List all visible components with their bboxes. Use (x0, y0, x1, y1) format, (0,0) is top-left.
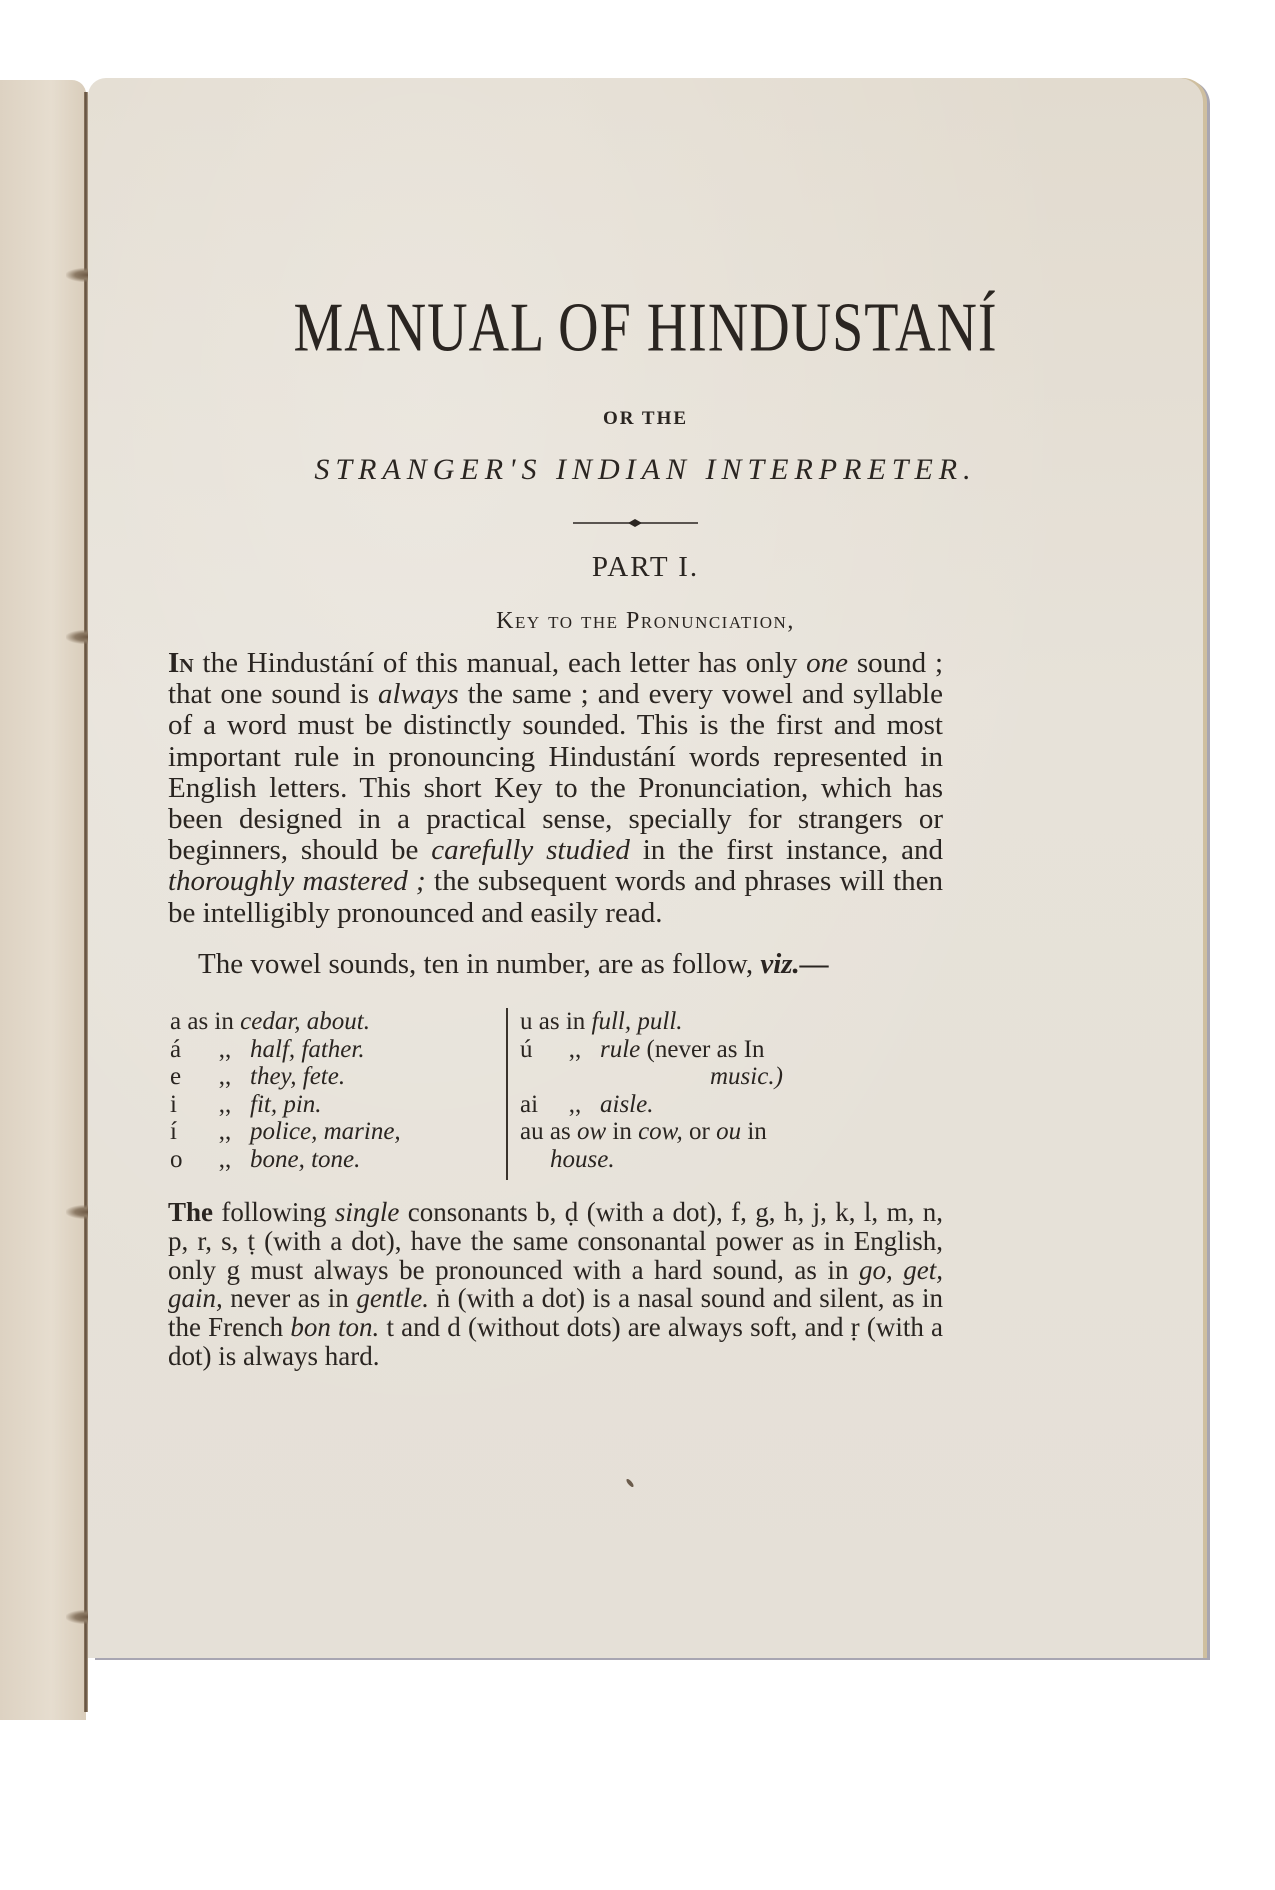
book-title: MANUAL OF HINDUSTANÍ (293, 289, 998, 367)
emphasis: viz.— (760, 948, 829, 980)
vowel-row (170, 1091, 510, 1119)
vowel-examples: they, fete. (250, 1063, 346, 1091)
vowel-mark: as in (538, 1008, 586, 1035)
vowel-letter: á (170, 1035, 182, 1063)
drop-lead: In (168, 647, 194, 679)
part-heading: PART I. (591, 551, 700, 583)
text-run: The vowel sounds, ten in number, are as follow, (198, 948, 761, 980)
vowel-note: music.) (710, 1063, 783, 1091)
vowel-row (520, 1118, 930, 1146)
vowel-examples: aisle. (600, 1090, 654, 1118)
emphasis: single (334, 1197, 400, 1227)
section-heading: Key to the Pronunciation, (496, 608, 795, 634)
vowel-intro (198, 948, 978, 981)
vowel-examples: cedar, about. (240, 1008, 370, 1035)
vowel-letter: o (170, 1145, 183, 1173)
vowel-row (170, 1063, 510, 1091)
emphasis: always (378, 678, 459, 711)
vowel-list-right (520, 1008, 930, 1174)
text-run: following (213, 1197, 335, 1227)
title-connector: OR THE (602, 408, 689, 429)
facing-page-edge (0, 80, 86, 1720)
text-run: the same ; and every vowel and syllable of a word must be distinctly sounded. This is the first and most important rule in pronouncing Hindustání words represented in English letters. This short Key to the Pronunciation, which has been designed in a practical sense, specially for strangers or beginners, should be (168, 678, 943, 867)
emphasis: bon ton. (290, 1312, 380, 1343)
emphasis: cow, (638, 1118, 683, 1146)
vowel-letter: i (170, 1090, 177, 1118)
emphasis: carefully studied (431, 834, 630, 867)
vowel-examples: fit, pin. (250, 1090, 322, 1118)
emphasis: ou (716, 1118, 742, 1146)
vowel-mark: ,, (218, 1063, 232, 1091)
text-run: in (741, 1118, 767, 1146)
text-run: or (682, 1118, 717, 1146)
vowel-examples: bone, tone. (250, 1145, 361, 1173)
vowel-letter: au (520, 1118, 544, 1146)
vowel-row (170, 1036, 510, 1064)
vowel-letter: ai (520, 1090, 539, 1118)
vowel-letter: u (520, 1008, 533, 1035)
text-run: in (606, 1118, 639, 1146)
vowel-mark: ,, (218, 1035, 232, 1063)
emphasis: gentle. (356, 1283, 430, 1314)
vowel-row (520, 1036, 930, 1064)
vowel-row-continued (520, 1063, 930, 1091)
ornament-rule-icon (573, 518, 698, 528)
consonants-paragraph (168, 1198, 943, 1371)
vowel-row (520, 1008, 930, 1036)
vowel-examples: half, father. (250, 1035, 365, 1063)
vowel-mark: ,, (568, 1035, 582, 1063)
text-run: in the first instance, and (629, 834, 943, 867)
vowel-list-left (170, 1008, 510, 1174)
emphasis: house. (550, 1145, 615, 1173)
vowel-letter: e (170, 1063, 182, 1091)
emphasis: thoroughly mastered ; (168, 865, 426, 898)
emphasis: ow (576, 1118, 607, 1146)
text-run: t and d (without dots) are always soft, and ṛ (with a dot) is always hard. (168, 1312, 943, 1371)
text-run: never as in (222, 1283, 357, 1314)
text-run: sound ; that one sound is (168, 647, 944, 711)
vowel-mark: as in (187, 1008, 234, 1035)
vowel-row (170, 1118, 510, 1146)
text-run: consonants b, ḍ (with a dot), f, g, h, j, k, l, m, n, p, r, s, ṭ (with a dot), have the same consonantal power as in English, only g must always be pronounced with a hard sound, as in (168, 1197, 943, 1285)
vowel-letter: a (170, 1008, 182, 1035)
vowel-row-continued (520, 1146, 930, 1174)
vowel-mark: ,, (568, 1090, 582, 1118)
vowel-mark: ,, (218, 1145, 232, 1173)
vowel-examples: rule (600, 1035, 641, 1063)
vowel-examples: full, pull. (591, 1008, 683, 1035)
vowel-row (170, 1146, 510, 1174)
intro-paragraph (168, 648, 943, 929)
book-page (88, 78, 1203, 1658)
text-run: the Hindustání of this manual, each letter has only (193, 647, 807, 679)
vowel-examples: police, marine, (250, 1118, 401, 1146)
vowel-row (170, 1008, 510, 1036)
book-subtitle: STRANGER'S INDIAN INTERPRETER. (314, 453, 977, 486)
vowel-mark: ,, (218, 1090, 232, 1118)
emphasis: one (806, 647, 849, 679)
vowel-mark: ,, (218, 1118, 232, 1146)
text-run: as (543, 1118, 577, 1146)
emphasis: go, get, gain, (168, 1254, 943, 1314)
vowel-letter: ú (520, 1035, 533, 1063)
paper-speck (625, 1478, 634, 1488)
drop-lead: The (168, 1197, 214, 1227)
column-divider (506, 1008, 508, 1180)
vowel-note: (never as In (640, 1035, 765, 1063)
text-run: ṅ (with a dot) is a nasal sound and silent, as in the French (168, 1283, 943, 1343)
vowel-letter: í (170, 1118, 177, 1146)
vowel-row (520, 1091, 930, 1119)
text-run: the subsequent words and phrases will then be intelligibly pronounced and easily read. (168, 865, 944, 929)
